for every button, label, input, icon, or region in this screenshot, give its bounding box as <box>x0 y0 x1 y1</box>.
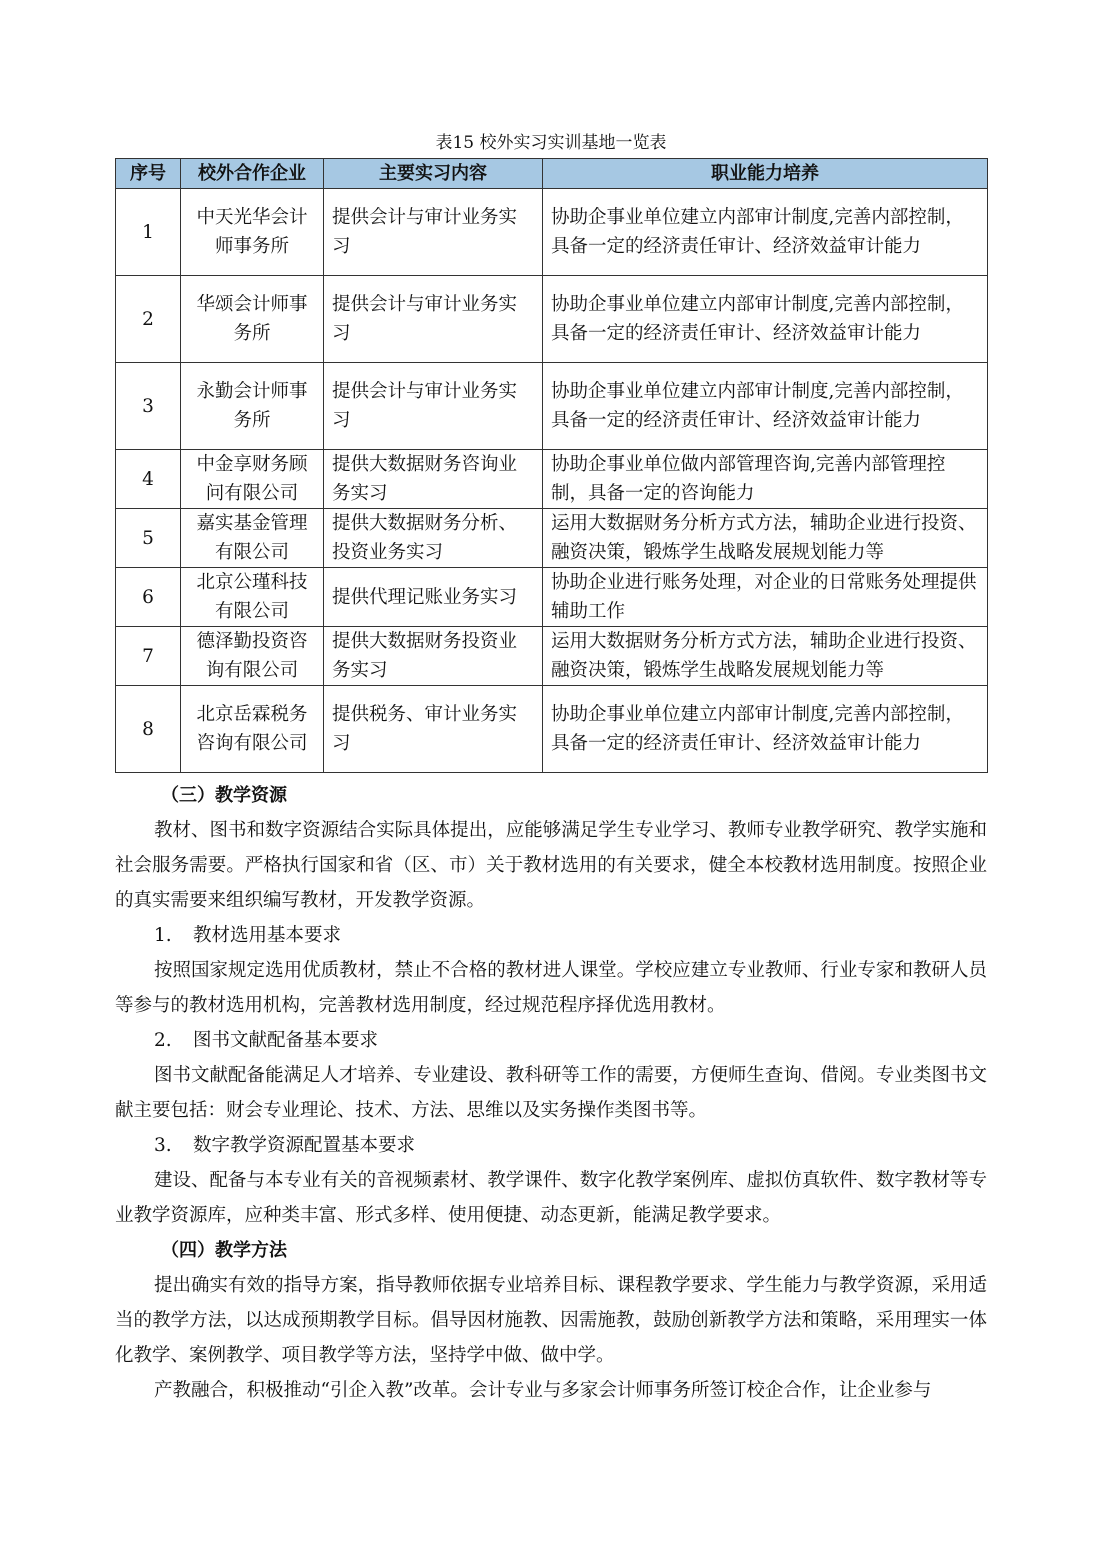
table-header-row <box>116 159 988 189</box>
cell-seq: 6 <box>116 568 181 627</box>
list-item-digital <box>115 1128 987 1163</box>
cell-ability: 协助企业进行账务处理，对企业的日常账务处理提供辅助工作 <box>543 568 988 627</box>
cell-firm: 德泽勤投资咨询有限公司 <box>181 627 324 686</box>
list-item-title: 教材选用基本要求 <box>193 925 342 946</box>
cell-firm: 中天光华会计师事务所 <box>181 189 324 276</box>
paragraph-resources-intro: 教材、图书和数字资源结合实际具体提出，应能够满足学生专业学习、教师专业教学研究、教学实施和社会服务需要。严格执行国家和省（区、市）关于教材选用的有关要求，健全本校教材选用制度。按照企业的真实需要来组织编写教材，开发教学资源。 <box>115 820 987 911</box>
paragraph-integration: 产教融合，积极推动“引企入教”改革。会计专业与多家会计师事务所签订校企合作，让企业参与 <box>154 1380 932 1401</box>
internship-base-table <box>115 158 988 773</box>
cell-firm: 中金享财务顾问有限公司 <box>181 450 324 509</box>
cell-content: 提供税务、审计业务实习 <box>324 686 543 773</box>
cell-seq: 3 <box>116 363 181 450</box>
cell-content: 提供大数据财务分析、投资业务实习 <box>324 509 543 568</box>
list-number: 3. <box>154 1135 172 1156</box>
list-number: 2. <box>154 1030 172 1051</box>
paragraph-digital: 建设、配备与本专业有关的音视频素材、教学课件、数字化教学案例库、虚拟仿真软件、数字教材等专业教学资源库，应种类丰富、形式多样、使用便捷、动态更新，能满足教学要求。 <box>115 1170 987 1226</box>
cell-seq: 7 <box>116 627 181 686</box>
cell-seq: 2 <box>116 276 181 363</box>
table-row <box>116 509 988 568</box>
table-row <box>116 276 988 363</box>
cell-ability: 协助企事业单位建立内部审计制度,完善内部控制，具备一定的经济责任审计、经济效益审计能力 <box>543 189 988 276</box>
section-heading-methods: （四）教学方法 <box>161 1240 287 1261</box>
cell-seq: 1 <box>116 189 181 276</box>
header-content: 主要实习内容 <box>324 159 543 189</box>
header-firm: 校外合作企业 <box>181 159 324 189</box>
paragraph-textbook: 按照国家规定选用优质教材，禁止不合格的教材进人课堂。学校应建立专业教师、行业专家和教研人员等参与的教材选用机构，完善教材选用制度，经过规范程序择优选用教材。 <box>115 960 987 1016</box>
table-caption: 表15 校外实习实训基地一览表 <box>435 133 667 153</box>
paragraph-library: 图书文献配备能满足人才培养、专业建设、教科研等工作的需要，方便师生查询、借阅。专业类图书文献主要包括：财会专业理论、技术、方法、思维以及实务操作类图书等。 <box>115 1065 987 1121</box>
cell-ability: 协助企事业单位建立内部审计制度,完善内部控制，具备一定的经济责任审计、经济效益审计能力 <box>543 686 988 773</box>
table-row <box>116 568 988 627</box>
list-item-title: 图书文献配备基本要求 <box>193 1030 379 1051</box>
cell-seq: 8 <box>116 686 181 773</box>
cell-firm: 北京岳霖税务咨询有限公司 <box>181 686 324 773</box>
section-heading-resources: （三）教学资源 <box>161 785 287 806</box>
header-seq: 序号 <box>116 159 181 189</box>
paragraph-methods: 提出确实有效的指导方案，指导教师依据专业培养目标、课程教学要求、学生能力与教学资源，采用适当的教学方法，以达成预期教学目标。倡导因材施教、因需施教，鼓励创新教学方法和策略，采用理实一体化教学、案例教学、项目教学等方法，坚持学中做、做中学。 <box>115 1275 987 1366</box>
cell-ability: 协助企事业单位做内部管理咨询,完善内部管理控制，具备一定的咨询能力 <box>543 450 988 509</box>
table-row <box>116 627 988 686</box>
table-row <box>116 363 988 450</box>
cell-firm: 华颂会计师事务所 <box>181 276 324 363</box>
table-row <box>116 686 988 773</box>
cell-firm: 永勤会计师事务所 <box>181 363 324 450</box>
cell-firm: 北京公瑾科技有限公司 <box>181 568 324 627</box>
cell-ability: 运用大数据财务分析方式方法，辅助企业进行投资、融资决策，锻炼学生战略发展规划能力等 <box>543 627 988 686</box>
cell-ability: 运用大数据财务分析方式方法，辅助企业进行投资、融资决策，锻炼学生战略发展规划能力等 <box>543 509 988 568</box>
list-item-title: 数字教学资源配置基本要求 <box>193 1135 416 1156</box>
cell-content: 提供会计与审计业务实习 <box>324 189 543 276</box>
list-item-library <box>115 1023 987 1058</box>
table-row <box>116 450 988 509</box>
list-number: 1. <box>154 925 172 946</box>
list-item-textbook <box>115 918 987 953</box>
body-text <box>115 778 987 1408</box>
cell-ability: 协助企事业单位建立内部审计制度,完善内部控制，具备一定的经济责任审计、经济效益审计能力 <box>543 363 988 450</box>
header-ability: 职业能力培养 <box>543 159 988 189</box>
cell-content: 提供代理记账业务实习 <box>324 568 543 627</box>
cell-seq: 5 <box>116 509 181 568</box>
cell-firm: 嘉实基金管理有限公司 <box>181 509 324 568</box>
table-row <box>116 189 988 276</box>
cell-ability: 协助企事业单位建立内部审计制度,完善内部控制，具备一定的经济责任审计、经济效益审计能力 <box>543 276 988 363</box>
cell-content: 提供大数据财务投资业务实习 <box>324 627 543 686</box>
cell-content: 提供会计与审计业务实习 <box>324 276 543 363</box>
cell-content: 提供会计与审计业务实习 <box>324 363 543 450</box>
cell-content: 提供大数据财务咨询业务实习 <box>324 450 543 509</box>
cell-seq: 4 <box>116 450 181 509</box>
